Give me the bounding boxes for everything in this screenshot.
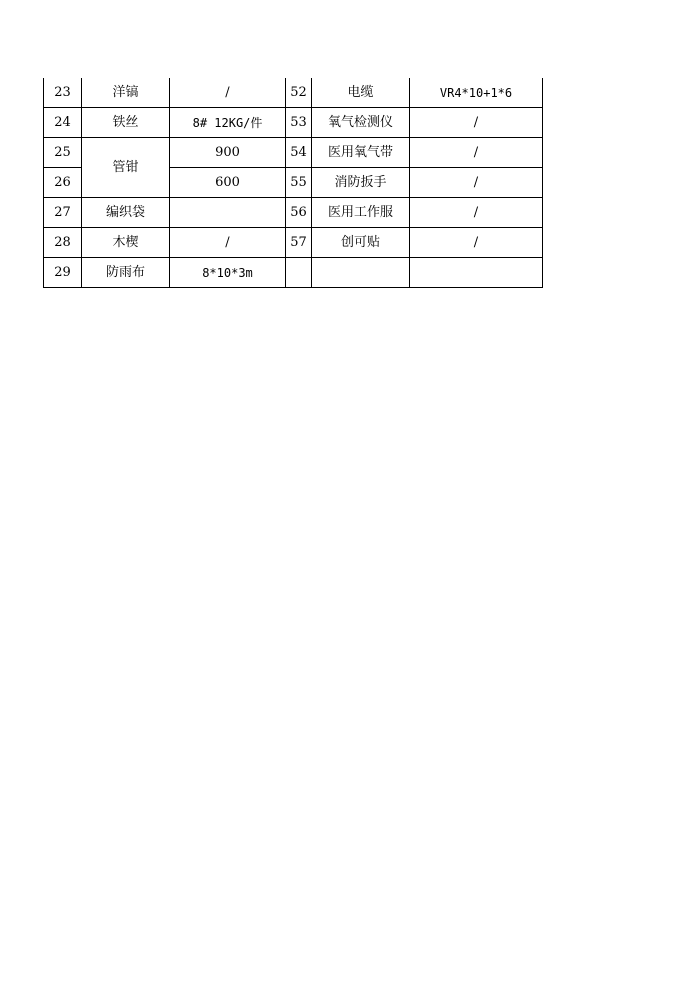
item-spec-cell: 600	[170, 168, 286, 198]
item-spec-cell: /	[410, 228, 543, 258]
row-number-cell: 26	[44, 168, 82, 198]
row-number-cell: 53	[286, 108, 312, 138]
item-spec-cell: /	[410, 138, 543, 168]
table-row	[44, 138, 543, 168]
row-number-cell: 54	[286, 138, 312, 168]
item-name-cell: 洋镐	[82, 78, 170, 108]
item-spec-cell: /	[410, 198, 543, 228]
item-name-cell: 医用氧气带	[312, 138, 410, 168]
table-row	[44, 78, 543, 108]
table-row	[44, 258, 543, 288]
table-row	[44, 228, 543, 258]
row-number-cell: 24	[44, 108, 82, 138]
row-number-cell: 52	[286, 78, 312, 108]
row-number-cell: 27	[44, 198, 82, 228]
item-spec-cell: 8# 12KG/件	[170, 108, 286, 138]
table-row	[44, 198, 543, 228]
row-number-cell	[286, 258, 312, 288]
item-spec-cell	[410, 258, 543, 288]
item-name-cell: 铁丝	[82, 108, 170, 138]
item-spec-cell: /	[410, 108, 543, 138]
table-row	[44, 108, 543, 138]
row-number-cell: 55	[286, 168, 312, 198]
item-name-cell-merged: 管钳	[82, 138, 170, 198]
item-spec-cell	[170, 198, 286, 228]
row-number-cell: 29	[44, 258, 82, 288]
item-name-cell: 电缆	[312, 78, 410, 108]
item-name-cell: 木楔	[82, 228, 170, 258]
item-name-cell: 编织袋	[82, 198, 170, 228]
item-name-cell: 氧气检测仪	[312, 108, 410, 138]
item-spec-cell: VR4*10+1*6	[410, 78, 543, 108]
item-name-cell: 消防扳手	[312, 168, 410, 198]
row-number-cell: 28	[44, 228, 82, 258]
row-number-cell: 57	[286, 228, 312, 258]
item-spec-cell: /	[410, 168, 543, 198]
equipment-table	[43, 78, 543, 288]
item-spec-cell: /	[170, 78, 286, 108]
item-spec-cell: /	[170, 228, 286, 258]
item-spec-cell: 900	[170, 138, 286, 168]
item-name-cell	[312, 258, 410, 288]
item-name-cell: 创可贴	[312, 228, 410, 258]
row-number-cell: 56	[286, 198, 312, 228]
item-name-cell: 防雨布	[82, 258, 170, 288]
item-spec-cell: 8*10*3m	[170, 258, 286, 288]
row-number-cell: 25	[44, 138, 82, 168]
equipment-table-sheet	[43, 78, 543, 288]
row-number-cell: 23	[44, 78, 82, 108]
item-name-cell: 医用工作服	[312, 198, 410, 228]
